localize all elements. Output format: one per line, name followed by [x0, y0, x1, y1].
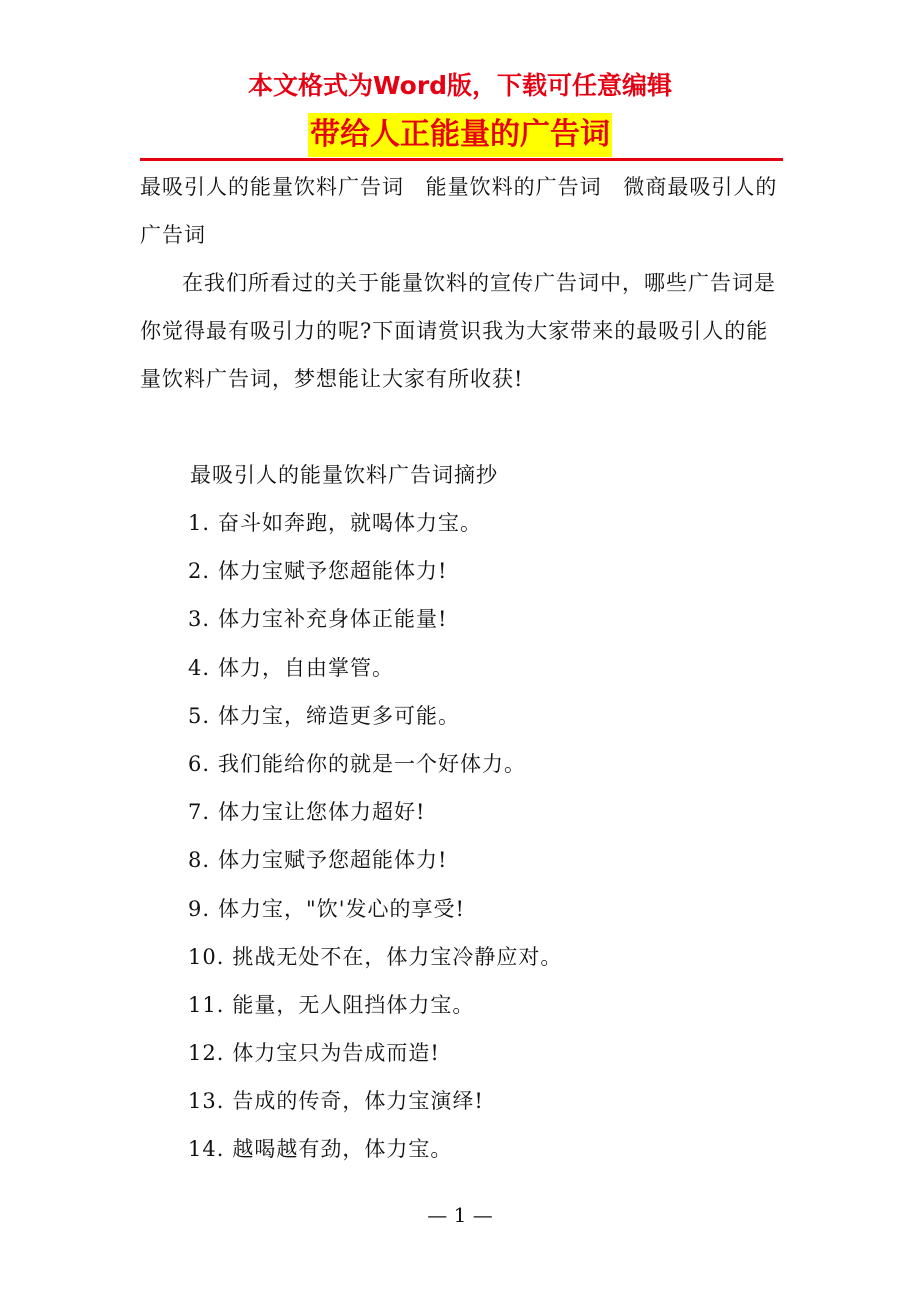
- item-number: 4.: [188, 655, 211, 680]
- item-number: 14.: [188, 1137, 225, 1162]
- item-text: 体力宝赋予您超能体力!: [218, 848, 448, 873]
- list-item: [140, 981, 783, 1029]
- list-item: [140, 547, 783, 595]
- item-text: 体力宝，缔造更多可能。: [218, 703, 461, 728]
- format-notice: 本文格式为Word版，下载可任意编辑: [247, 71, 673, 100]
- item-text: 能量，无人阻挡体力宝。: [232, 992, 475, 1017]
- list-item: [140, 595, 783, 643]
- item-number: 5.: [188, 703, 211, 728]
- list-item: [140, 885, 783, 933]
- item-text: 体力宝补充身体正能量!: [218, 607, 448, 632]
- list-item: [140, 788, 783, 836]
- list-item: [140, 933, 783, 981]
- item-text: 我们能给你的就是一个好体力。: [218, 751, 527, 776]
- item-number: 1.: [188, 511, 211, 535]
- item-text: 体力宝只为告成而造!: [232, 1041, 440, 1066]
- page-number: — 1 —: [427, 1203, 493, 1227]
- item-text: 体力宝让您体力超好!: [218, 800, 426, 825]
- list-item: [140, 836, 783, 884]
- list-item: [140, 740, 783, 788]
- keywords-line: 最吸引人的能量饮料广告词 能量饮料的广告词 微商最吸引人的广告词: [140, 175, 778, 247]
- item-number: 13.: [188, 1089, 225, 1114]
- item-text: 体力宝，"饮'发心的享受!: [218, 896, 465, 921]
- item-text: 越喝越有劲，体力宝。: [232, 1137, 453, 1162]
- list-heading: 最吸引人的能量饮料广告词摘抄: [190, 463, 498, 487]
- item-number: 7.: [188, 800, 211, 825]
- item-text: 挑战无处不在，体力宝冷静应对。: [232, 944, 563, 969]
- item-number: 12.: [188, 1041, 225, 1066]
- list-item: [140, 1029, 783, 1077]
- item-text: 体力，自由掌管。: [218, 655, 395, 680]
- list-item: [140, 644, 783, 692]
- list-item: [140, 499, 783, 547]
- blank-line: [140, 403, 783, 451]
- item-number: 3.: [188, 607, 211, 632]
- document-body: [140, 163, 783, 1174]
- list-item: [140, 1125, 783, 1173]
- item-text: 告成的传奇，体力宝演绎!: [232, 1089, 484, 1114]
- item-number: 11.: [188, 992, 225, 1017]
- item-number: 8.: [188, 848, 211, 873]
- item-text: 奋斗如奔跑，就喝体力宝。: [218, 511, 483, 535]
- slogan-list: [140, 499, 783, 1174]
- title-container: [0, 113, 920, 157]
- title-divider: [140, 158, 783, 161]
- document-title: 带给人正能量的广告词: [308, 113, 612, 157]
- intro-paragraph: 在我们所看过的关于能量饮料的宣传广告词中，哪些广告词是你觉得最有吸引力的呢?下面请赏识我为大家带来的最吸引人的能量饮料广告词，梦想能让大家有所收获!: [140, 271, 776, 391]
- item-number: 9.: [188, 896, 211, 921]
- item-number: 10.: [188, 944, 225, 969]
- item-text: 体力宝赋予您超能体力!: [218, 559, 448, 584]
- item-number: 2.: [188, 559, 211, 584]
- item-number: 6.: [188, 751, 211, 776]
- list-item: [140, 692, 783, 740]
- list-item: [140, 1077, 783, 1125]
